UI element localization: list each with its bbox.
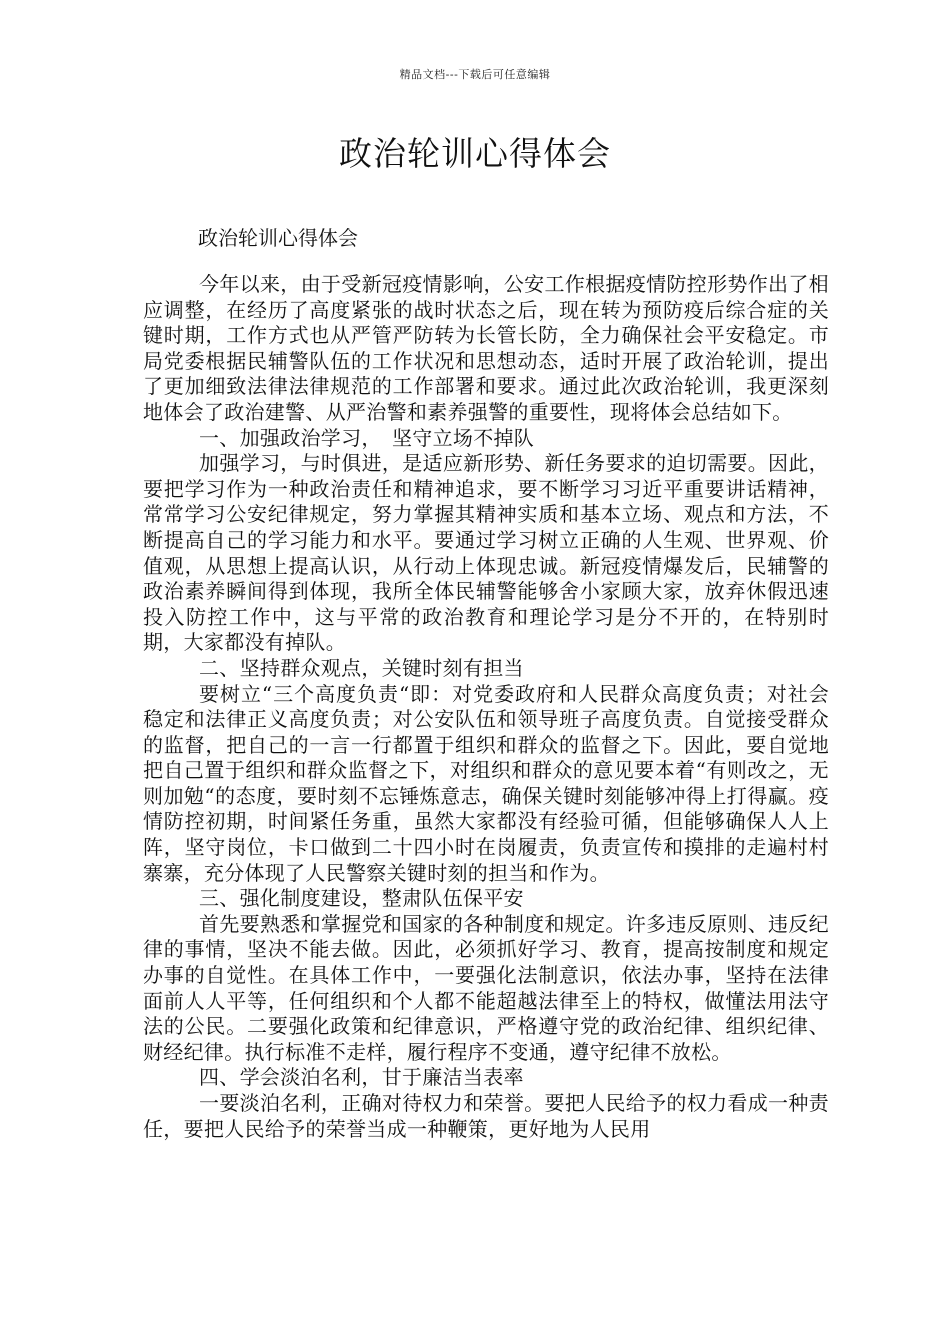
paragraph-section-4: 一要淡泊名利，正确对待权力和荣誉。要把人民给予的权力看成一种责任，要把人民给予的荣誉当成一种鞭策，更好地为人民用 <box>143 1091 829 1141</box>
section-heading-1: 一、加强政治学习， 坚守立场不掉队 <box>199 425 535 450</box>
document-body <box>143 272 829 1142</box>
section-heading-3: 三、强化制度建设，整肃队伍保平安 <box>199 886 524 911</box>
document-subtitle: 政治轮训心得体会 <box>198 226 358 250</box>
paragraph-section-3: 首先要熟悉和掌握党和国家的各种制度和规定。许多违反原则、违反纪律的事情，坚决不能去做。因此，必须抓好学习、教育，提高按制度和规定办事的自觉性。在具体工作中，一要强化法制意识，依法办事，坚持在法律面前人人平等，任何组织和个人都不能超越法律至上的特权，做懂法用法守法的公民。二要强化政策和纪律意识，严格遵守党的政治纪律、组织纪律、财经纪律。执行标准不走样，履行程序不变通，遵守纪律不放松。 <box>143 911 829 1064</box>
document-title: 政治轮训心得体会 <box>339 134 611 173</box>
section-heading-2: 二、坚持群众观点，关键时刻有担当 <box>199 655 524 680</box>
header-note: 精品文档---下载后可任意编辑 <box>399 68 551 81</box>
paragraph-section-2: 要树立“三个高度负责“即：对党委政府和人民群众高度负责；对社会稳定和法律正义高度负责；对公安队伍和领导班子高度负责。自觉接受群众的监督，把自己的一言一行都置于组织和群众的监督之下。因此，要自觉地把自己置于组织和群众监督之下，对组织和群众的意见要本着“有则改之，无则加勉“的态度，要时刻不忘锤炼意志，确保关键时刻能够冲得上打得赢。疫情防控初期，时间紧任务重，虽然大家都没有经验可循，但能够确保人人上阵，坚守岗位，卡口做到二十四小时在岗履责，负责宣传和摸排的走遍村村寨寨，充分体现了人民警察关键时刻的担当和作为。 <box>143 681 829 885</box>
paragraph-intro: 今年以来，由于受新冠疫情影响，公安工作根据疫情防控形势作出了相应调整，在经历了高度紧张的战时状态之后，现在转为预防疫后综合症的关键时期，工作方式也从严管严防转为长管长防，全力确保社会平安稳定。市局党委根据民辅警队伍的工作状况和思想动态，适时开展了政治轮训，提出了更加细致法律法律规范的工作部署和要求。通过此次政治轮训，我更深刻地体会了政治建警、从严治警和素养强警的重要性，现将体会总结如下。 <box>143 272 829 424</box>
paragraph-section-1: 加强学习，与时俱进，是适应新形势、新任务要求的迫切需要。因此，要把学习作为一种政治责任和精神追求，要不断学习习近平重要讲话精神，常常学习公安纪律规定，努力掌握其精神实质和基本立场、观点和方法，不断提高自己的学习能力和水平。要通过学习树立正确的人生观、世界观、价值观，从思想上提高认识，从行动上体现忠诚。新冠疫情爆发后，民辅警的政治素养瞬间得到体现，我所全体民辅警能够舍小家顾大家，放弃休假迅速投入防控工作中，这与平常的政治教育和理论学习是分不开的，在特别时期，大家都没有掉队。 <box>143 451 829 655</box>
section-heading-4: 四、学会淡泊名利，甘于廉洁当表率 <box>199 1065 524 1090</box>
